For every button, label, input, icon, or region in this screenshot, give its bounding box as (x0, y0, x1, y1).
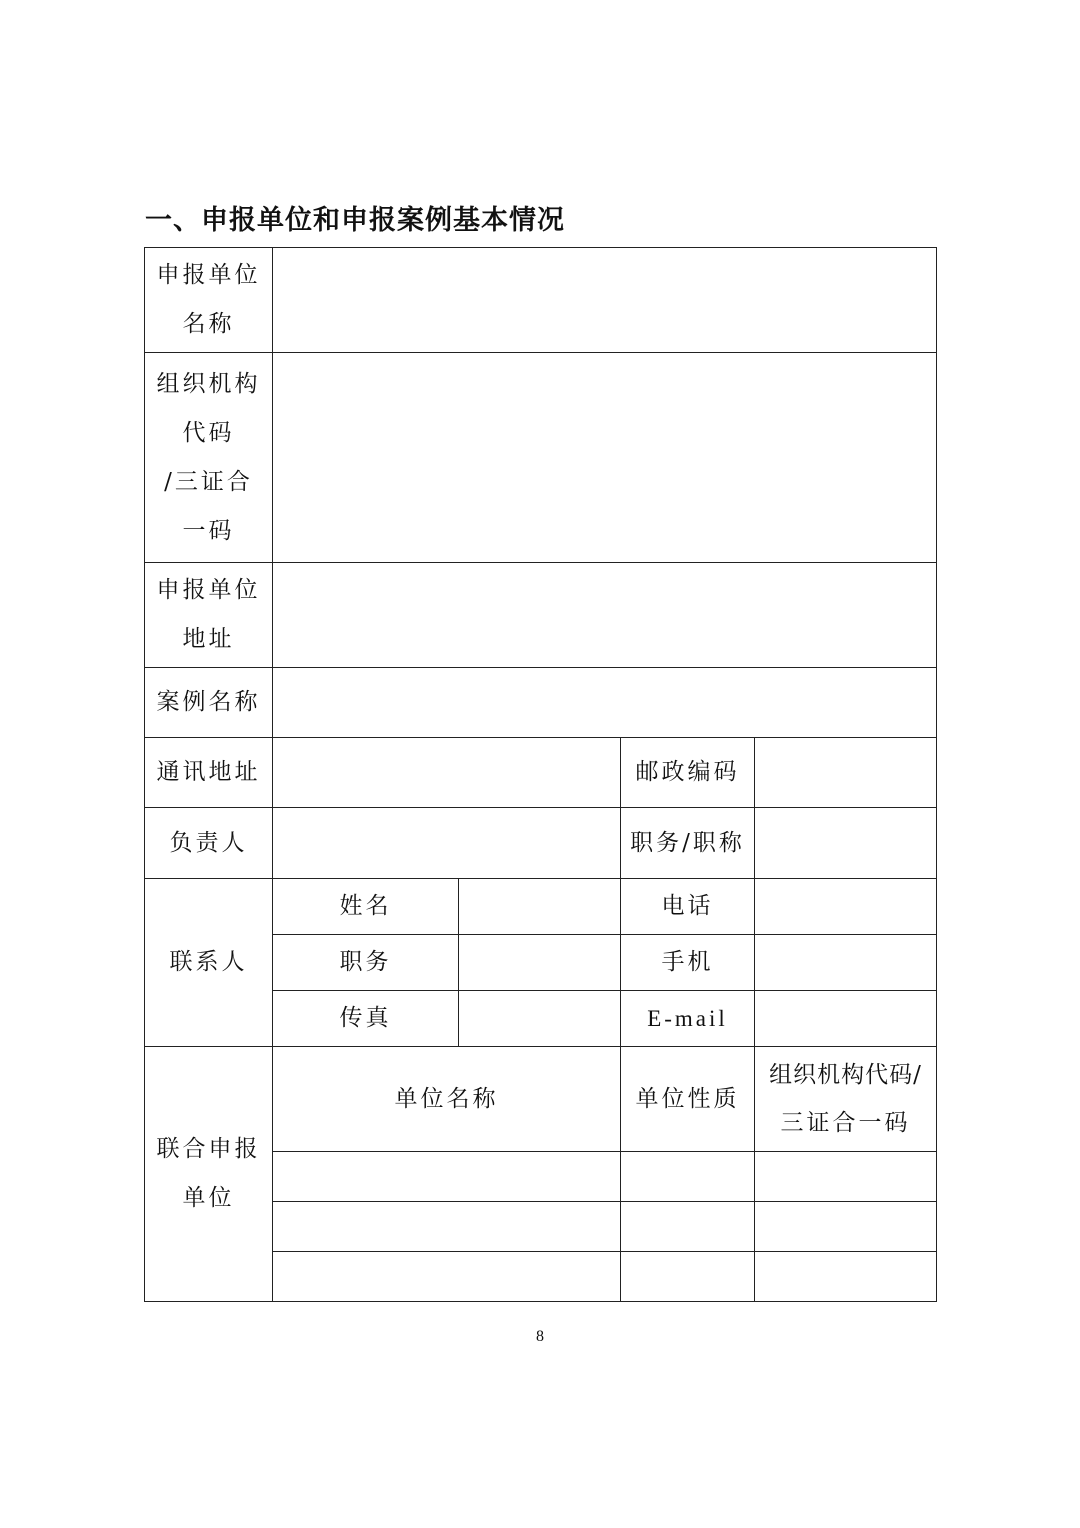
row-joint-header (145, 1047, 937, 1152)
row-case-name (145, 668, 937, 738)
input-joint-nature-3[interactable] (621, 1252, 755, 1302)
input-contact-email[interactable] (755, 991, 937, 1047)
input-joint-nature-2[interactable] (621, 1202, 755, 1252)
col-header-joint-nature: 单位性质 (621, 1047, 755, 1152)
application-form-table (144, 247, 937, 1302)
label-postcode: 邮政编码 (621, 738, 755, 808)
label-contact-mobile: 手机 (621, 935, 755, 991)
row-mailing-address (145, 738, 937, 808)
row-applicant-address (145, 563, 937, 668)
label-applicant-address: 申报单位 地址 (145, 563, 273, 668)
row-contact-name (145, 879, 937, 935)
label-contact-position: 职务 (273, 935, 459, 991)
input-leader[interactable] (273, 808, 621, 879)
input-joint-name-2[interactable] (273, 1202, 621, 1252)
input-joint-code-2[interactable] (755, 1202, 937, 1252)
label-applicant-name: 申报单位 名称 (145, 248, 273, 353)
label-contact-email: E-mail (621, 991, 755, 1047)
input-case-name[interactable] (273, 668, 937, 738)
input-leader-title[interactable] (755, 808, 937, 879)
row-leader (145, 808, 937, 879)
input-mailing-address[interactable] (273, 738, 621, 808)
input-contact-name[interactable] (459, 879, 621, 935)
input-joint-name-3[interactable] (273, 1252, 621, 1302)
row-applicant-name (145, 248, 937, 353)
col-header-joint-name: 单位名称 (273, 1047, 621, 1152)
col-header-joint-code: 组织机构代码/ 三证合一码 (755, 1047, 937, 1152)
label-case-name: 案例名称 (145, 668, 273, 738)
row-org-code (145, 353, 937, 563)
label-leader-title: 职务/职称 (621, 808, 755, 879)
label-leader: 负责人 (145, 808, 273, 879)
input-contact-position[interactable] (459, 935, 621, 991)
label-contact: 联系人 (145, 879, 273, 1047)
input-joint-name-1[interactable] (273, 1152, 621, 1202)
input-postcode[interactable] (755, 738, 937, 808)
label-org-code: 组织机构 代码 /三证合 一码 (145, 353, 273, 563)
input-org-code[interactable] (273, 353, 937, 563)
input-contact-mobile[interactable] (755, 935, 937, 991)
input-contact-fax[interactable] (459, 991, 621, 1047)
label-joint-applicants: 联合申报 单位 (145, 1047, 273, 1302)
label-mailing-address: 通讯地址 (145, 738, 273, 808)
section-title: 一、申报单位和申报案例基本情况 (145, 205, 565, 236)
input-applicant-address[interactable] (273, 563, 937, 668)
label-contact-phone: 电话 (621, 879, 755, 935)
label-contact-fax: 传真 (273, 991, 459, 1047)
input-joint-code-3[interactable] (755, 1252, 937, 1302)
input-applicant-name[interactable] (273, 248, 937, 353)
label-contact-name: 姓名 (273, 879, 459, 935)
input-joint-nature-1[interactable] (621, 1152, 755, 1202)
input-joint-code-1[interactable] (755, 1152, 937, 1202)
page-number: 8 (536, 1328, 544, 1345)
input-contact-phone[interactable] (755, 879, 937, 935)
